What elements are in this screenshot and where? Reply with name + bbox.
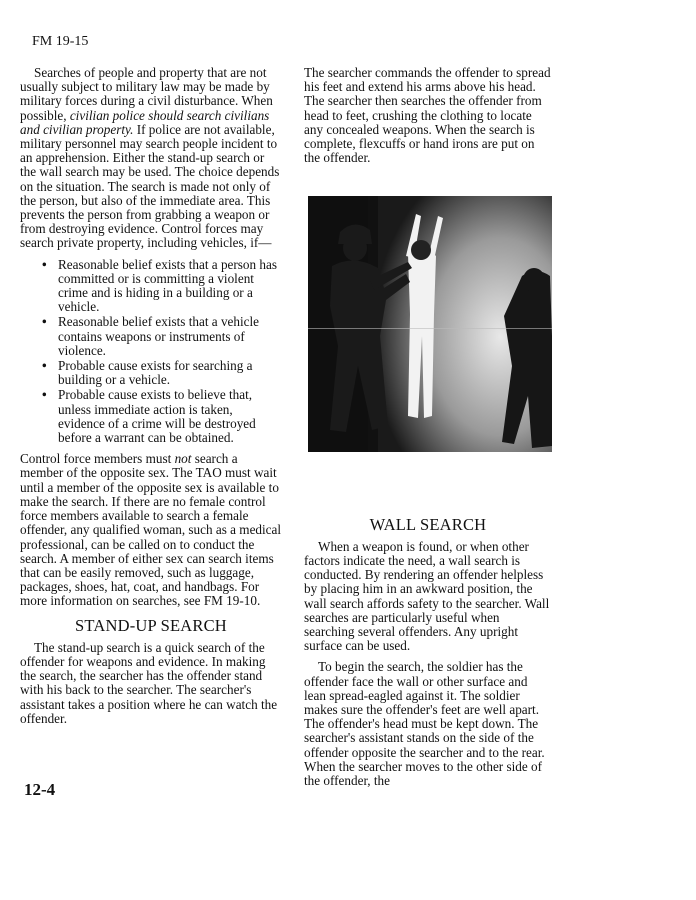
wall-search-paragraph: When a weapon is found, or when other factors indicate the need, a wall search is conducted. By rendering an offender helpless by placing him in an awkward position, the wall search affords safety to the searcher. Wall searches are particularly useful when searching several offenders. Any upright surface can be used. [304, 538, 550, 654]
stand-up-search-photo [308, 196, 552, 452]
manual-number: FM 19-15 [32, 34, 89, 49]
list-item: • Probable cause exists to believe that, unless immediate action is taken, evidence of a crime will be destroyed before a warrant can be obtained. [58, 388, 282, 445]
list-item: • Reasonable belief exists that a vehicle contains weapons or instruments of violence. [58, 315, 282, 358]
list-item: • Reasonable belief exists that a person has committed or is committing a violent crime and is hiding in a building or a vehicle. [58, 258, 282, 315]
left-column [20, 66, 282, 733]
right-column [304, 66, 552, 795]
stand-up-paragraph: The stand-up search is a quick search of the offender for weapons and evidence. In making the search, the searcher has the offender stand with his back to the searcher. The searcher's assistant takes a position where he can watch the offender. [20, 639, 278, 726]
opposite-sex-paragraph: Control force members must not search a member of the opposite sex. The TAO must wait until a member of the opposite sex is available to make the search. If there are no female control force members available to search a female offender, any qualified woman, such as a medical professional, can be called on to conduct the search. A member of either sex can search items that can be easily removed, such as luggage, packages, shoes, hat, coat, and handbags. For more information on searches, see FM 19-10. [20, 451, 282, 609]
page-number: 12-4 [24, 780, 56, 799]
wall-search-heading: WALL SEARCH [369, 514, 487, 534]
search-conditions-list [20, 258, 282, 446]
wall-search-procedure-paragraph: To begin the search, the soldier has the offender face the wall or other surface and lean spread-eagled against it. The soldier makes sure the offender's feet are well apart. The offender's head must be kept down. The searcher's assistant stands on the side of the offender opposite the searcher and to the rear. When the searcher moves to the other side of the offender, the [304, 659, 545, 789]
offender-head [411, 240, 431, 260]
stand-up-search-heading: STAND-UP SEARCH [75, 615, 227, 635]
search-procedure-paragraph: The searcher commands the offender to spread his feet and extend his arms above his head. The searcher then searches the offender from head to feet, crushing the clothing to locate any concealed weapons. When the search is complete, flexcuffs or hand irons are put on the offender. [304, 65, 551, 166]
list-item: • Probable cause exists for searching a building or a vehicle. [58, 359, 282, 387]
intro-paragraph: Searches of people and property that are not usually subject to military law may be made by military forces during a civil disturbance. When possible, civilian police should search civilians and civilian property. If police are not available, military personnel may search people incident to an apprehension. Either the stand-up search or the wall search may be used. The choice depends on the situation. The search is made not only of the person, but also of the immediate area. This prevents the person from grabbing a weapon or from destroying evidence. Control forces may search private property, including vehicles, if— [20, 65, 280, 251]
